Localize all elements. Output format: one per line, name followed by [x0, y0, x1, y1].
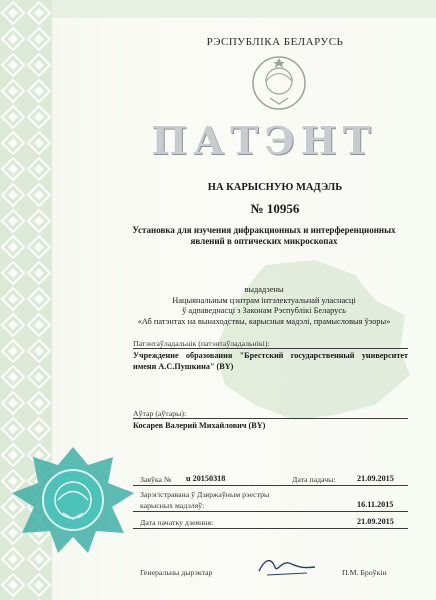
effective-divider [133, 528, 408, 529]
application-number: u 20150318 [186, 474, 226, 483]
patent-number: № 10956 [250, 201, 300, 216]
author-divider [133, 418, 408, 419]
registered-label-1: Зарэгістравана ў Дзяржаўным рэестры [140, 490, 270, 499]
issued-line-3: ў адпаведнасці з Законам Рэспублікі Беларусь [182, 306, 346, 315]
director-name: П.М. Броўкін [342, 568, 387, 577]
filing-date-label: Дата падачы: [292, 475, 336, 484]
registered-divider [133, 511, 408, 512]
director-signature [255, 553, 320, 581]
effective-label: Дата пачатку дзеяння: [140, 518, 214, 527]
registered-label-2: карысных мадэляў: [140, 501, 205, 510]
document-title: ПАТЭНТ [151, 118, 377, 163]
holder-value: Учреждение образования "Брестский государственный университет имени А.С.Пушкина" (BY) [133, 351, 408, 371]
country-header: РЭСПУБЛІКА БЕЛАРУСЬ [206, 36, 344, 48]
filing-date: 21.09.2015 [357, 474, 394, 483]
author-label: Аўтар (аўтары): [133, 409, 187, 418]
invention-title: Установка для изучения дифракционных и интерференционных явлений в оптических микроскопах [132, 225, 396, 246]
issued-line-1: выдадзены [244, 285, 284, 294]
application-label: Заяўка № [140, 475, 172, 484]
issued-line-2: Нацыянальным цэнтрам інтэлектуальнай уласнасці [172, 295, 356, 305]
registered-date: 16.11.2015 [357, 500, 394, 509]
director-title: Генеральны дырэктар [140, 568, 213, 577]
application-divider [133, 485, 408, 486]
issued-block [116, 285, 412, 327]
holder-label: Патэнтаўладальнік (патэнтаўладальнікі): [133, 339, 270, 348]
document-subtitle: НА КАРЫСНУЮ МАДЭЛЬ [207, 182, 343, 193]
coat-of-arms-emblem [250, 54, 308, 112]
author-value: Косарев Валерий Михайлович (BY) [133, 421, 266, 430]
top-border [52, 0, 436, 18]
holder-divider [133, 348, 408, 349]
effective-date: 21.09.2015 [357, 517, 394, 526]
issued-line-4: «Аб патэнтах на вынаходствы, карысныя мадэлі, прамысловыя ўзоры» [137, 316, 391, 326]
hologram-seal [8, 445, 138, 555]
